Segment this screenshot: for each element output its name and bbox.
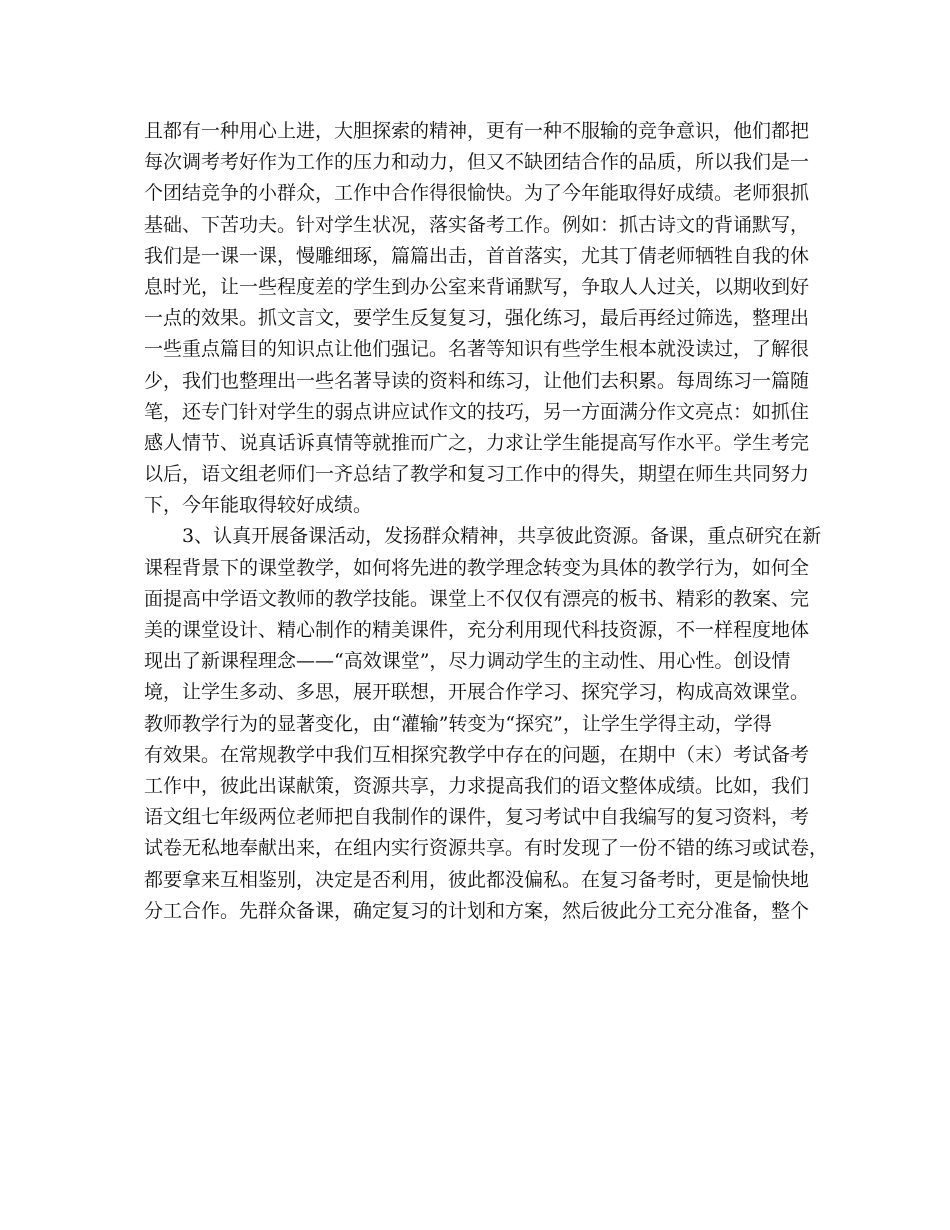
text-line: 面提高中学语文教师的教学技能。课堂上不仅仅有漂亮的板书、精彩的教案、完: [144, 587, 810, 610]
text-line: 少，我们也整理出一些名著导读的资料和练习，让他们去积累。每周练习一篇随: [144, 369, 810, 392]
text-line: 个团结竞争的小群众，工作中合作得很愉快。为了今年能取得好成绩。老师狠抓: [144, 182, 810, 205]
text-line: 一点的效果。抓文言文，要学生反复复习，强化练习，最后再经过筛选，整理出: [144, 307, 810, 330]
text-line: 且都有一种用心上进，大胆探索的精神，更有一种不服输的竞争意识，他们都把: [144, 120, 810, 142]
text-line: 境，让学生多动、多思，展开联想，开展合作学习、探究学习，构成高效课堂。: [144, 681, 810, 704]
text-line: 感人情节、说真话诉真情等就推而广之，力求让学生能提高写作水平。学生考完: [144, 431, 810, 454]
text-line: 一些重点篇目的知识点让他们强记。名著等知识有些学生根本就没读过，了解很: [144, 338, 810, 361]
text-line: 试卷无私地奉献出来，在组内实行资源共享。有时发现了一份不错的练习或试卷，: [144, 837, 829, 860]
text-line: 息时光，让一些程度差的学生到办公室来背诵默写，争取人人过关，以期收到好: [144, 275, 810, 298]
text-line: 工作中，彼此出谋献策，资源共享，力求提高我们的语文整体成绩。比如，我们: [144, 774, 810, 797]
text-line: 基础、下苦功夫。针对学生状况，落实备考工作。例如：抓古诗文的背诵默写，: [144, 213, 810, 236]
text-line: 下，今年能取得较好成绩。: [144, 494, 373, 517]
text-line: 笔，还专门针对学生的弱点讲应试作文的技巧，另一方面满分作文亮点：如抓住: [144, 400, 810, 423]
text-line: 课程背景下的课堂教学，如何将先进的教学理念转变为具体的教学行为，如何全: [144, 556, 810, 579]
text-line: 我们是一课一课，慢雕细琢，篇篇出击，首首落实，尤其丁倩老师牺牲自我的休: [144, 244, 810, 267]
text-line: 有效果。在常规教学中我们互相探究教学中存在的问题，在期中（末）考试备考: [144, 743, 810, 766]
text-line: 美的课堂设计、精心制作的精美课件，充分利用现代科技资源，不一样程度地体: [144, 619, 810, 641]
text-line: 3、认真开展备课活动，发扬群众精神，共享彼此资源。备课，重点研究在新: [144, 525, 822, 548]
text-line: 语文组七年级两位老师把自我制作的课件，复习考试中自我编写的复习资料，考: [144, 806, 810, 829]
text-line: 以后，语文组老师们一齐总结了教学和复习工作中的得失，期望在师生共同努力: [144, 463, 810, 486]
text-line: 现出了新课程理念——“高效课堂”，尽力调动学生的主动性、用心性。创设情: [144, 650, 791, 673]
text-line: 每次调考考好作为工作的压力和动力，但又不缺团结合作的品质，所以我们是一: [144, 151, 810, 174]
text-line: 分工合作。先群众备课，确定复习的计划和方案，然后彼此分工充分准备，整个: [144, 899, 810, 922]
text-line: 都要拿来互相鉴别，决定是否利用，彼此都没偏私。在复习备考时，更是愉快地: [144, 868, 810, 891]
body-text: [144, 116, 829, 927]
text-line: 教师教学行为的显著变化，由“灌输”转变为“探究”，让学生学得主动，学得: [144, 712, 772, 735]
